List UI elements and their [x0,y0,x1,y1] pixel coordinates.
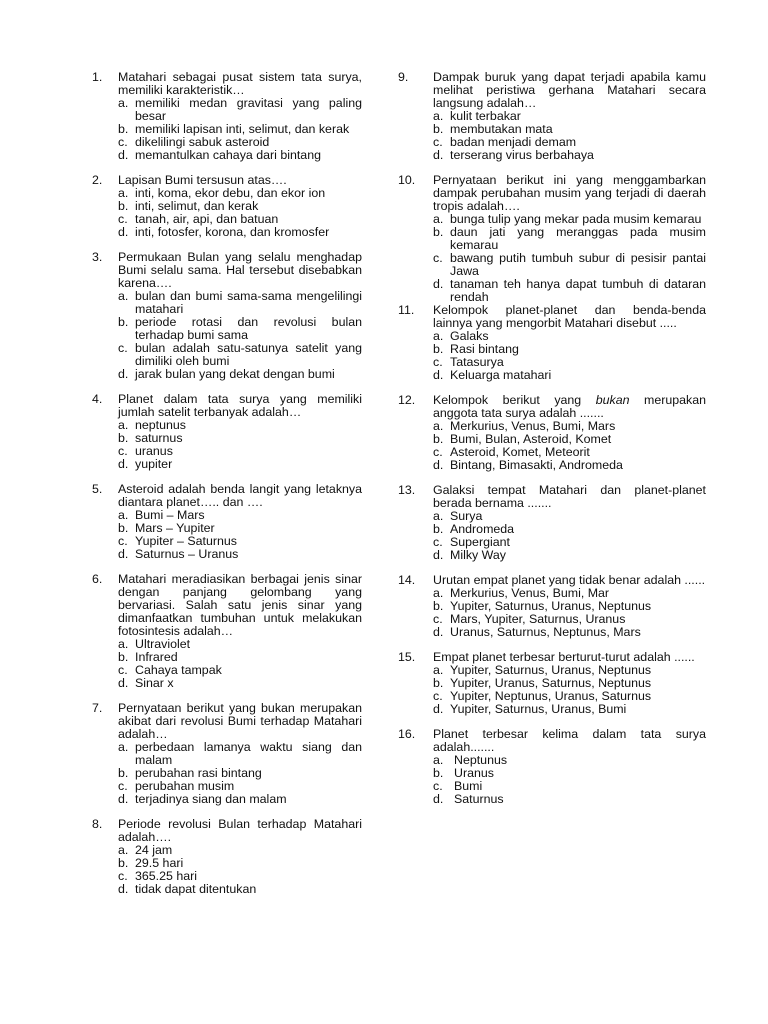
option-letter: d. [433,148,444,162]
option-letter: d. [118,225,129,239]
question-item [92,818,362,896]
option-letter: d. [118,148,129,162]
option-letter: d. [118,457,129,471]
option-text: Yupiter, Neptunus, Uranus, Saturnus [450,689,652,703]
option-text: terjadinya siang dan malam [135,792,287,806]
option-letter: a. [118,418,129,432]
question-item [398,651,706,716]
option-letter: c. [118,444,128,458]
option-letter: b. [433,676,444,690]
answer-option [118,548,362,561]
option-text: Cahaya tampak [135,663,222,677]
option-letter: c. [433,779,443,793]
answer-option [433,369,706,382]
option-text: Mars, Yupiter, Saturnus, Uranus [450,612,626,626]
option-letter: c. [433,445,443,459]
question-text: Pernyataan berikut ini yang menggambarkan dampak perubahan musim yang terjadi di daerah tropis adalah…. [433,173,706,213]
option-letter: c. [118,212,128,226]
option-letter: c. [433,689,443,703]
question-text: Dampak buruk yang dapat terjadi apabila kamu melihat peristiwa gerhana Matahari secara langsung adalah… [433,70,706,110]
answer-options [118,290,362,381]
question-text: Matahari meradiasikan berbagai jenis sinar dengan panjang gelombang yang bervariasi. Salah satu jenis sinar yang dimanfaatkan tumbuhan untuk melakukan fotosintesis adalah… [118,572,362,638]
option-text: memiliki medan gravitasi yang paling besar [135,96,362,123]
option-text: Galaks [450,329,489,343]
question-text: Matahari sebagai pusat sistem tata surya, memiliki karakteristik… [118,70,362,97]
option-letter: c. [433,535,443,549]
option-letter: b. [433,599,444,613]
option-text: memiliki lapisan inti, selimut, dan kerak [135,122,350,136]
answer-option [118,342,362,368]
question-number: 14. [398,573,416,587]
question-item [398,71,706,162]
option-text: Infrared [135,650,178,664]
question-text: Galaksi tempat Matahari dan planet-planet berada bernama ....... [433,483,706,510]
option-text: kulit terbakar [450,109,521,123]
option-letter: b. [118,199,129,213]
option-letter: b. [118,315,129,329]
option-text: 24 jam [135,843,173,857]
answer-options [433,213,706,304]
option-text: Yupiter, Saturnus, Uranus, Bumi [450,702,627,716]
option-text: memantulkan cahaya dari bintang [135,148,321,162]
question-item [398,574,706,639]
question-item [92,573,362,690]
answer-options [433,110,706,162]
answer-options [118,97,362,162]
option-text: Ultraviolet [135,637,191,651]
option-letter: a. [433,586,444,600]
answer-options [433,420,706,472]
option-text: Uranus [454,766,494,780]
question-number: 2. [92,173,103,187]
option-text: perubahan musim [135,779,235,793]
option-text: bulan adalah satu-satunya satelit yang dimiliki oleh bumi [135,341,362,368]
question-number: 8. [92,817,103,831]
question-number: 11. [398,303,415,317]
option-text: tidak dapat ditentukan [135,882,257,896]
question-item [92,251,362,381]
answer-option [433,252,706,278]
question-item [398,304,706,382]
option-letter: c. [118,341,128,355]
option-text: Bintang, Bimasakti, Andromeda [450,458,623,472]
option-text: Uranus, Saturnus, Neptunus, Mars [450,625,641,639]
option-text: neptunus [135,418,186,432]
question-text-part: Kelompok berikut yang [433,393,596,407]
option-letter: b. [433,432,444,446]
question-item [398,484,706,562]
answer-option [433,226,706,252]
answer-option [118,458,362,471]
question-item [92,71,362,162]
question-number: 5. [92,482,103,496]
option-letter: d. [118,882,129,896]
question-number: 4. [92,392,103,406]
question-number: 16. [398,727,416,741]
option-letter: d. [118,547,129,561]
option-text: Merkurius, Venus, Bumi, Mars [450,419,616,433]
answer-options [118,187,362,239]
question-number: 6. [92,572,103,586]
option-text: Sinar x [135,676,174,690]
option-letter: a. [118,289,129,303]
option-letter: b. [433,522,444,536]
answer-option [118,793,362,806]
answer-option [118,741,362,767]
answer-option [118,149,362,162]
question-number: 1. [92,70,103,84]
answer-options [433,754,706,806]
answer-option [433,793,706,806]
option-text: Bumi – Mars [135,508,205,522]
question-text: Planet dalam tata surya yang memiliki jumlah satelit terbanyak adalah… [118,392,362,419]
question-text: Asteroid adalah benda langit yang letaknya diantara planet….. dan …. [118,482,362,509]
answer-options [118,419,362,471]
answer-option [118,883,362,896]
option-text: dikelilingi sabuk asteroid [135,135,270,149]
answer-options [433,330,706,382]
answer-option [433,549,706,562]
option-text: yupiter [135,457,173,471]
option-text: Milky Way [450,548,506,562]
option-text: Yupiter, Saturnus, Uranus, Neptunus [450,599,652,613]
question-item [92,174,362,239]
option-text: uranus [135,444,173,458]
option-text: 29.5 hari [135,856,184,870]
answer-option [118,368,362,381]
option-letter: b. [118,856,129,870]
question-text-emphasis: bukan [595,393,630,407]
option-text: Keluarga matahari [450,368,552,382]
option-letter: b. [433,342,444,356]
option-letter: d. [118,676,129,690]
option-letter: b. [433,122,444,136]
question-number: 13. [398,483,416,497]
option-text: Surya [450,509,483,523]
option-letter: b. [118,122,129,136]
option-text: Yupiter – Saturnus [135,534,237,548]
answer-options [433,510,706,562]
answer-options [118,844,362,896]
option-letter: c. [118,869,128,883]
answer-option [433,459,706,472]
question-item [92,393,362,471]
question-text: Permukaan Bulan yang selalu menghadap Bumi selalu sama. Hal tersebut disebabkan karena…. [118,250,362,290]
question-text: Pernyataan berikut yang bukan merupakan akibat dari revolusi Bumi terhadap Matahari adalah… [118,701,362,741]
option-text: Merkurius, Venus, Bumi, Mar [450,586,610,600]
option-letter: d. [433,625,444,639]
question-number: 15. [398,650,416,664]
option-text: inti, selimut, dan kerak [135,199,259,213]
option-text: periode rotasi dan revolusi bulan terhadap bumi sama [135,315,362,342]
question-number: 7. [92,701,103,715]
answer-option [118,97,362,123]
question-item [398,174,706,304]
option-text: saturnus [135,431,183,445]
question-number: 12. [398,393,416,407]
option-letter: a. [118,96,129,110]
question-number: 9. [398,70,409,84]
answer-option [433,149,706,162]
option-text: Saturnus [454,792,504,806]
question-number: 3. [92,250,103,264]
answer-options [118,509,362,561]
option-letter: a. [118,508,129,522]
answer-options [433,664,706,716]
option-letter: c. [433,135,443,149]
answer-options [433,587,706,639]
question-item [398,728,706,806]
option-letter: b. [118,431,129,445]
option-letter: b. [118,650,129,664]
option-letter: a. [433,212,444,226]
option-text: terserang virus berbahaya [450,148,594,162]
option-letter: d. [118,367,129,381]
question-text-part: merupakan anggota tata surya adalah ....... [433,393,706,420]
answer-option [118,677,362,690]
option-text: Andromeda [450,522,515,536]
option-text: Neptunus [454,753,508,767]
option-letter: d. [433,702,444,716]
question-text [433,394,706,420]
option-text: Bumi, Bulan, Asteroid, Komet [450,432,612,446]
option-letter: c. [118,534,128,548]
option-letter: d. [433,548,444,562]
question-text: Urutan empat planet yang tidak benar adalah ...... [433,573,706,587]
option-text: jarak bulan yang dekat dengan bumi [135,367,335,381]
option-text: Supergiant [450,535,510,549]
option-text: Rasi bintang [450,342,519,356]
option-letter: a. [433,753,444,767]
option-letter: d. [433,368,444,382]
option-letter: b. [118,766,129,780]
option-letter: c. [433,612,443,626]
option-letter: a. [433,419,444,433]
option-text: Asteroid, Komet, Meteorit [450,445,590,459]
option-letter: a. [433,329,444,343]
option-text: bunga tulip yang mekar pada musim kemarau [450,212,702,226]
option-text: Yupiter, Uranus, Saturnus, Neptunus [450,676,652,690]
answer-option [118,290,362,316]
option-text: Saturnus – Uranus [135,547,239,561]
question-item [92,702,362,806]
option-letter: c. [433,251,443,265]
question-text: Empat planet terbesar berturut-turut adalah ...... [433,650,695,664]
option-text: Bumi [454,779,483,793]
question-item [398,394,706,472]
question-text: Planet terbesar kelima dalam tata surya adalah....... [433,727,706,754]
option-letter: d. [433,458,444,472]
option-letter: b. [118,521,129,535]
option-text: badan menjadi demam [450,135,577,149]
option-text: tanah, air, api, dan batuan [135,212,279,226]
answer-option [433,278,706,304]
answer-option [118,316,362,342]
left-column [92,71,362,896]
option-text: bulan dan bumi sama-sama mengelilingi matahari [135,289,362,316]
option-letter: d. [118,792,129,806]
option-letter: d. [433,277,444,291]
option-letter: c. [118,663,128,677]
question-number: 10. [398,173,416,187]
answer-option [433,626,706,639]
option-letter: a. [433,509,444,523]
option-letter: a. [118,740,129,754]
option-text: perubahan rasi bintang [135,766,262,780]
option-letter: b. [433,225,444,239]
option-text: 365.25 hari [135,869,198,883]
option-text: bawang putih tumbuh subur di pesisir pantai Jawa [450,251,706,278]
option-text: Mars – Yupiter [135,521,215,535]
option-letter: c. [118,135,128,149]
option-letter: a. [118,843,129,857]
question-text: Lapisan Bumi tersusun atas…. [118,173,287,187]
option-text: inti, fotosfer, korona, dan kromosfer [135,225,330,239]
option-text: Yupiter, Saturnus, Uranus, Neptunus [450,663,652,677]
right-column [398,71,706,806]
answer-option [118,226,362,239]
option-letter: b. [433,766,444,780]
answer-options [118,638,362,690]
option-text: daun jati yang meranggas pada musim kemarau [450,225,706,252]
option-letter: a. [118,186,129,200]
question-text: Periode revolusi Bulan terhadap Matahari adalah…. [118,817,362,844]
option-text: perbedaan lamanya waktu siang dan malam [135,740,362,767]
option-letter: c. [118,779,128,793]
option-text: tanaman teh hanya dapat tumbuh di dataran rendah [450,277,706,304]
option-text: inti, koma, ekor debu, dan ekor ion [135,186,326,200]
option-letter: a. [433,109,444,123]
question-text: Kelompok planet-planet dan benda-benda lainnya yang mengorbit Matahari disebut ..... [433,303,706,330]
option-letter: a. [433,663,444,677]
option-letter: a. [118,637,129,651]
option-letter: d. [433,792,444,806]
option-text: Tatasurya [450,355,504,369]
question-item [92,483,362,561]
option-text: membutakan mata [450,122,553,136]
answer-options [118,741,362,806]
answer-option [433,703,706,716]
option-letter: c. [433,355,443,369]
